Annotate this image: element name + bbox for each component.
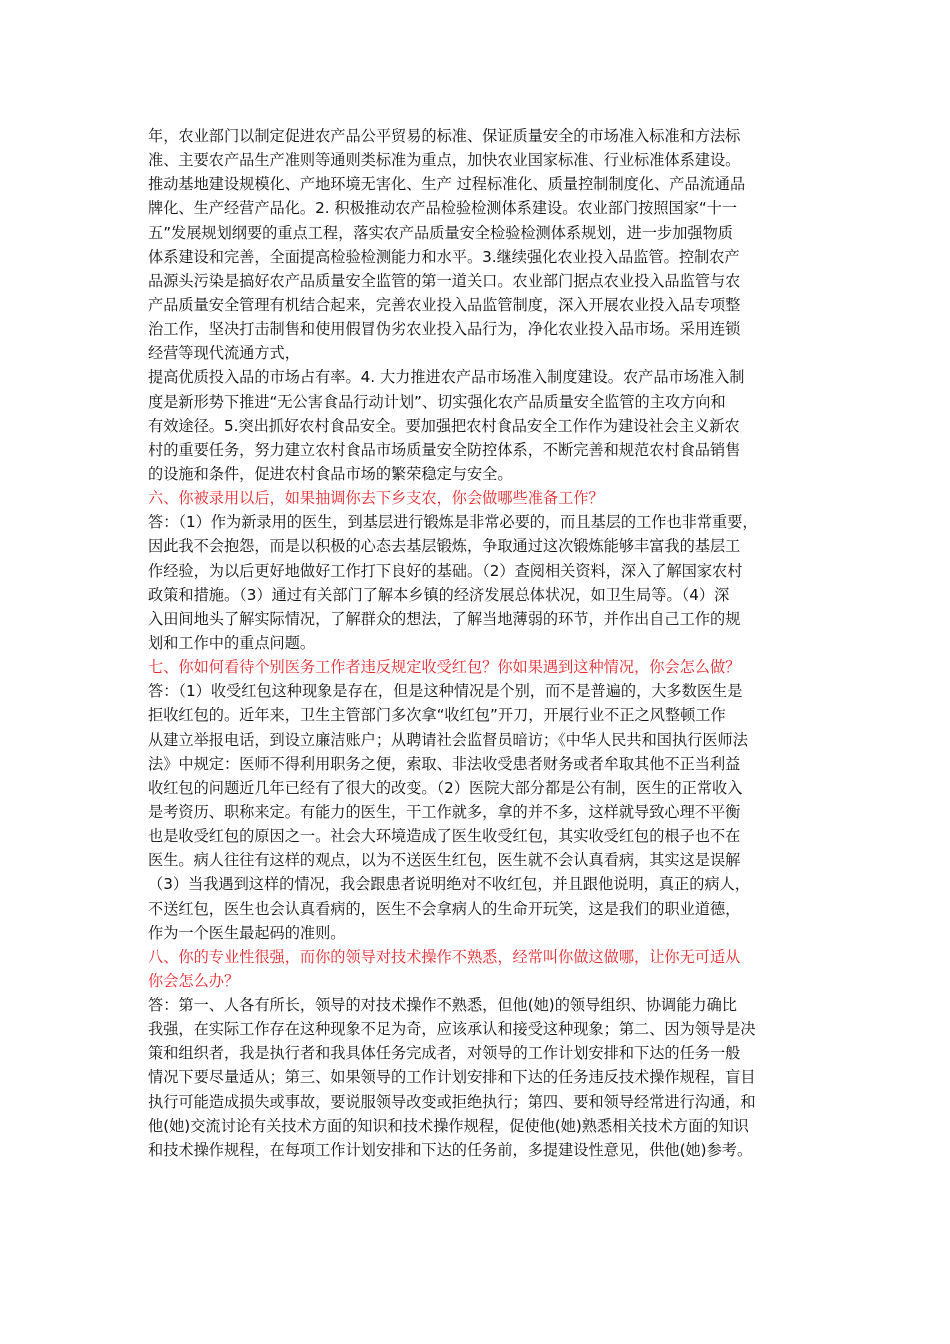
body-text-line: 年，农业部门以制定促进农产品公平贸易的标准、保证质量安全的市场准入标准和方法标 (148, 127, 741, 145)
document-body (148, 124, 812, 1162)
body-text-line: 医生。病人往往有这样的观点，以为不送医生红包，医生就不会认真看病，其实这是误解 (148, 851, 741, 870)
question-heading-line: 八、你的专业性很强，而你的领导对技术操作不熟悉，经常叫你做这做哪，让你无可适从 (148, 947, 741, 966)
body-text-line: 法》中规定：医师不得利用职务之便，索取、非法收受患者财务或者牟取其他不正当利益 (148, 754, 741, 773)
question-heading-line: 六、你被录用以后，如果抽调你去下乡支农，你会做哪些准备工作？ (148, 489, 604, 508)
body-text-line: 因此我不会抱怨，而是以积极的心态去基层锻炼，争取通过这次锻炼能够丰富我的基层工 (148, 537, 741, 556)
body-text-line: 答：第一、人各有所长，领导的对技术操作不熟悉，但他(她)的领导组织、协调能力确比 (148, 996, 737, 1015)
body-text-line: 和技术操作规程，在每项工作计划安排和下达的任务前，多提建设性意见，供他(她)参考。 (148, 1140, 753, 1159)
body-text-line: 度是新形势下推进“无公害食品行动计划”、切实强化农产品质量安全监管的主攻方向和 (148, 392, 726, 411)
body-text-line: 执行可能造成损失或事故，要说服领导改变或拒绝执行；第四、要和领导经常进行沟通，和 (148, 1092, 756, 1111)
body-text-line: （3）当我遇到这样的情况，我会跟患者说明绝对不收红包，并且跟他说明，真正的病人， (148, 875, 750, 894)
body-text-line: 推动基地建设规模化、产地环境无害化、生产 过程标准化、质量控制制度化、产品流通品 (148, 175, 746, 194)
body-text-line: 从建立举报电话，到设立廉洁账户；从聘请社会监督员暗访；《中华人民共和国执行医师法 (148, 730, 748, 749)
body-text-line: 五”发展规划纲要的重点工程，落实农产品质量安全检验检测体系规划，进一步加强物质 (148, 223, 733, 242)
body-text-line: 经营等现代流通方式， (148, 344, 300, 363)
body-text-line: 提高优质投入品的市场占有率。4. 大力推进农产品市场准入制度建设。农产品市场准入制 (148, 368, 745, 387)
body-text-line: 有效途径。5.突出抓好农村食品安全。要加强把农村食品安全工作作为建设社会主义新农 (148, 416, 740, 435)
body-text-line: 准、主要农产品生产准则等通则类标准为重点，加快农业国家标准、行业标准体系建设。 (148, 151, 741, 170)
body-text-line: 入田间地头了解实际情况，了解群众的想法，了解当地薄弱的环节，并作出自己工作的规 (148, 609, 741, 628)
body-text-line: 也是收受红包的原因之一。社会大环境造成了医生收受红包，其实收受红包的根子也不在 (148, 827, 741, 846)
body-text-line: 政策和措施。（3）通过有关部门了解本乡镇的经济发展总体状况，如卫生局等。（4）深 (148, 585, 730, 604)
body-text-line: 产品质量安全管理有机结合起来，完善农业投入品监管制度，深入开展农业投入品专项整 (148, 295, 741, 314)
body-text-line: 作为一个医生最起码的准则。 (148, 923, 346, 942)
body-text-line: 答：（1）作为新录用的医生，到基层进行锻炼是非常必要的，而且基层的工作也非常重要， (148, 513, 758, 532)
body-text-line: 策和组织者，我是执行者和我具体任务完成者，对领导的工作计划安排和下达的任务一般 (148, 1044, 741, 1063)
body-text-line: 收红包的问题近几年已经有了很大的改变。（2）医院大部分都是公有制，医生的正常收入 (148, 778, 743, 797)
question-heading-line: 七、你如何看待个别医务工作者违反规定收受红包？你如果遇到这种情况，你会怎么做？ (148, 658, 741, 677)
question-heading-line: 你会怎么办？ (148, 971, 240, 990)
body-text-line: 村的重要任务，努力建立农村食品市场质量安全防控体系，不断完善和规范农村食品销售 (148, 440, 741, 459)
body-text-line: 体系建设和完善，全面提高检验检测能力和水平。3.继续强化农业投入品监管。控制农产 (148, 247, 740, 266)
body-text-line: 我强，在实际工作存在这种现象不足为奇，应该承认和接受这种现象；第二、因为领导是决 (148, 1020, 756, 1039)
body-text-line: 作经验，为以后更好地做好工作打下良好的基础。（2）查阅相关资料，深入了解国家农村 (148, 561, 743, 580)
body-text-line: 治工作，坚决打击制售和使用假冒伪劣农业投入品行为，净化农业投入品市场。采用连锁 (148, 320, 741, 339)
body-text-line: 答：（1）收受红包这种现象是存在，但是这种情况是个别，而不是普遍的，大多数医生是 (148, 682, 743, 701)
body-text-line: 是考资历、职称来定。有能力的医生，干工作就多，拿的并不多，这样就导致心理不平衡 (148, 802, 741, 821)
body-text-line: 他(她)交流讨论有关技术方面的知识和技术操作规程，促使他(她)熟悉相关技术方面的知识 (148, 1116, 749, 1135)
body-text-line: 不送红包，医生也会认真看病的，医生不会拿病人的生命开玩笑，这是我们的职业道德， (148, 899, 741, 918)
body-text-line: 情况下要尽量适从；第三、如果领导的工作计划安排和下达的任务违反技术操作规程，盲目 (148, 1068, 756, 1087)
body-text-line: 拒收红包的。近年来，卫生主管部门多次拿“收红包”开刀，开展行业不正之风整顿工作 (148, 706, 726, 725)
body-text-line: 品源头污染是搞好农产品质量安全监管的第一道关口。农业部门据点农业投入品监管与农 (148, 271, 741, 290)
body-text-line: 牌化、生产经营产品化。2. 积极推动农产品检验检测体系建设。农业部门按照国家“十一 (148, 199, 738, 218)
body-text-line: 划和工作中的重点问题。 (148, 633, 316, 652)
body-text-line: 的设施和条件，促进农村食品市场的繁荣稳定与安全。 (148, 464, 513, 483)
